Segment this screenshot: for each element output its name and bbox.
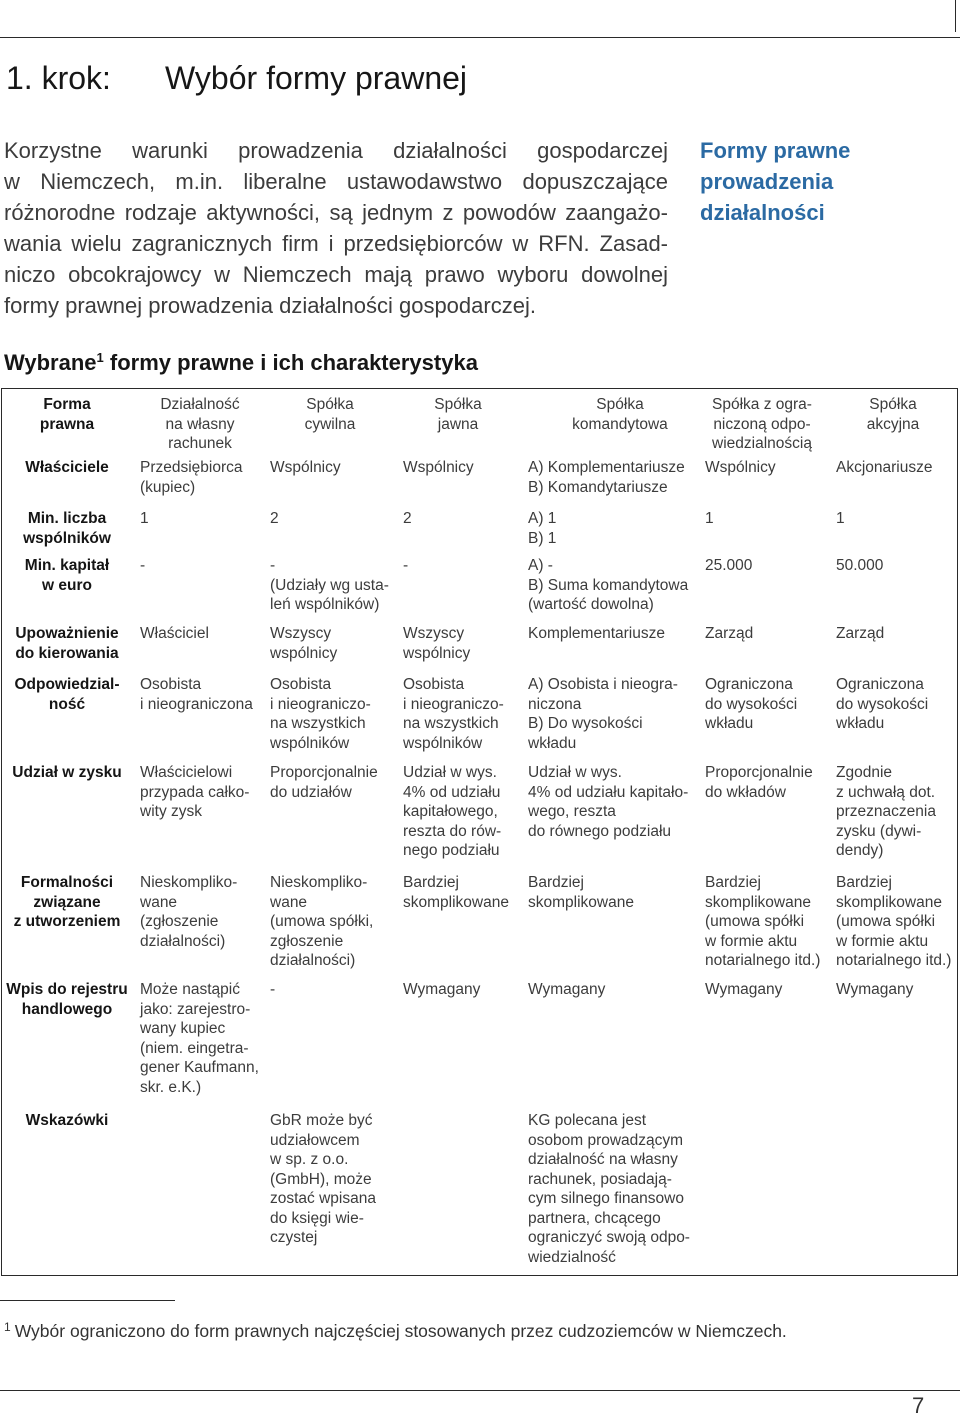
table-cell: Zarząd — [705, 625, 754, 642]
row-label: Min. liczba wspólników — [23, 510, 111, 547]
table-cell: 2 — [403, 510, 412, 527]
legal-forms-table — [1, 388, 958, 1276]
row-label: Upoważnienie do kierowania — [15, 625, 119, 662]
row-label: Formalności związane z utworzeniem — [13, 874, 121, 930]
table-cell: Komplementariusze — [528, 625, 665, 642]
table-cell: Akcjonariusze — [836, 459, 933, 476]
top-corner-tick — [955, 0, 956, 32]
table-cell: Wspólnicy — [705, 459, 776, 476]
table-cell: KG polecana jest osobom prowadzącym działalność na własny rachunek, posiadają- cym silnego finansowo partnera, chcącego ograniczyć swoją odpo- wiedzialność — [528, 1112, 690, 1266]
side-heading-line: prowadzenia — [700, 169, 834, 194]
table-cell: Może nastąpić jako: zarejestro- wany kupiec (niem. eingetra- gener Kaufmann, skr. e.K.) — [140, 981, 259, 1096]
table-header-cell: Spółka cywilna — [304, 396, 356, 433]
intro-line: formy prawnej prowadzenia działalności gospodarczej. — [4, 293, 536, 318]
row-label: Właściciele — [25, 459, 109, 476]
table-cell: Przedsiębiorca (kupiec) — [140, 459, 243, 496]
footnote-text: Wybór ograniczono do form prawnych najczęściej stosowanych przez cudzoziemców w Niemczech. — [14, 1321, 787, 1341]
table-cell: Bardziej skomplikowane — [403, 874, 509, 911]
table-cell: - — [403, 557, 409, 574]
table-cell: Udział w wys. 4% od udziału kapitałowego, reszta do rów- nego podziału — [403, 764, 502, 859]
table-cell: Udział w wys. 4% od udziału kapitało- wego, reszta do równego podziału — [528, 764, 689, 840]
intro-line: różnorodne rodzaje aktywności, są jednym z powodów zaangażo- — [4, 200, 668, 225]
table-cell: 1 — [705, 510, 714, 527]
row-label: Odpowiedzial- ność — [14, 676, 120, 713]
table-cell: A) Osobista i nieogra- niczona B) Do wysokości wkładu — [528, 676, 678, 752]
step-label: 1. krok: — [6, 60, 111, 96]
row-label: Min. kapitał w euro — [24, 557, 110, 594]
table-header-cell: Spółka z ogra- niczoną odpo- wiedzialnością — [712, 396, 812, 452]
table-cell: Wspólnicy — [270, 459, 341, 476]
table-cell: A) 1 B) 1 — [528, 510, 557, 547]
table-cell: Osobista i nieograniczona — [140, 676, 253, 713]
intro-paragraph — [4, 135, 668, 321]
table-cell: A) Komplementariusze B) Komandytariusze — [528, 459, 685, 496]
page-title: Wybór formy prawnej — [165, 60, 468, 96]
side-heading-line: Formy prawne — [700, 138, 851, 163]
section-title-start: Wybrane — [4, 350, 97, 375]
row-label: Wpis do rejestru handlowego — [6, 981, 128, 1018]
footnote — [4, 1320, 787, 1344]
table-header-label: Forma prawna — [39, 396, 95, 433]
table-cell: Osobista i nieograniczo- na wszystkich wspólników — [403, 676, 504, 752]
top-rule — [0, 37, 960, 38]
intro-line: wania wielu zagranicznych firm i przedsiębiorców w RFN. Zasad- — [4, 231, 668, 256]
row-label: Udział w zysku — [12, 764, 122, 781]
table-cell: GbR może być udziałowcem w sp. z o.o. (GmbH), może zostać wpisana do księgi wie- czystej — [270, 1112, 376, 1246]
table-cell: 25.000 — [705, 557, 753, 574]
table-cell: Wszyscy wspólnicy — [270, 625, 338, 662]
side-heading — [700, 135, 850, 228]
row-label: Wskazówki — [25, 1112, 109, 1129]
table-cell: - — [270, 981, 276, 998]
table-cell: Nieskompliko- wane (zgłoszenie działalności) — [140, 874, 238, 950]
table-header-cell: Spółka akcyjna — [866, 396, 920, 433]
intro-line: niczo obcokrajowcy w Niemczech mają prawo wyboru dowolnej — [4, 262, 668, 287]
table-cell: Wymagany — [403, 981, 481, 998]
table-cell: Wymagany — [705, 981, 783, 998]
intro-line: w Niemczech, m.in. liberalne ustawodawstwo dopuszczające — [4, 169, 668, 194]
table-cell: Zgodnie z uchwałą dot. przeznaczenia zysku (dywi- dendy) — [836, 764, 936, 859]
table-cell: Właściciel — [140, 625, 209, 642]
section-title-end: formy prawne i ich charakterystyka — [109, 350, 478, 375]
side-heading-line: działalności — [700, 200, 825, 225]
footnote-mark: 1 — [4, 1320, 11, 1334]
table-cell: Wszyscy wspólnicy — [403, 625, 471, 662]
table-cell: Bardziej skomplikowane (umowa spółki w formie aktu notarialnego itd.) — [836, 874, 952, 969]
table-header-cell: Działalność na własny rachunek — [160, 396, 240, 452]
table-cell: Proporcjonalnie do udziałów — [270, 764, 378, 801]
intro-line: Korzystne warunki prowadzenia działalności gospodarczej — [4, 138, 668, 163]
bottom-rule — [0, 1390, 960, 1391]
table-cell: Wymagany — [836, 981, 914, 998]
footnote-reference: 1 — [96, 350, 104, 365]
table-header-cell: Spółka komandytowa — [572, 396, 668, 433]
table-cell: 1 — [140, 510, 149, 527]
table-cell: A) - B) Suma komandytowa (wartość dowolna) — [528, 557, 689, 613]
page-number: 7 — [912, 1393, 925, 1418]
table-cell: Proporcjonalnie do wkładów — [705, 764, 813, 801]
table-cell: Wspólnicy — [403, 459, 474, 476]
table-cell: - (Udziały wg usta- leń wspólników) — [270, 557, 389, 613]
table-cell: Nieskompliko- wane (umowa spółki, zgłoszenie działalności) — [270, 874, 374, 969]
table-cell: Wymagany — [528, 981, 606, 998]
table-cell: 2 — [270, 510, 279, 527]
table-cell: Osobista i nieograniczo- na wszystkich wspólników — [270, 676, 371, 752]
table-header-cell: Spółka jawna — [434, 396, 482, 433]
table-cell: Ograniczona do wysokości wkładu — [705, 676, 798, 732]
table-cell: Bardziej skomplikowane (umowa spółki w formie aktu notarialnego itd.) — [705, 874, 821, 969]
table-cell: Zarząd — [836, 625, 885, 642]
table-cell: Właścicielowi przypada całko- wity zysk — [140, 764, 250, 820]
section-heading — [4, 349, 478, 380]
table-cell: - — [140, 557, 146, 574]
table-cell: Bardziej skomplikowane — [528, 874, 634, 911]
table-cell: 50.000 — [836, 557, 884, 574]
table-cell: 1 — [836, 510, 845, 527]
footnote-rule — [0, 1300, 175, 1301]
table-cell: Ograniczona do wysokości wkładu — [836, 676, 929, 732]
